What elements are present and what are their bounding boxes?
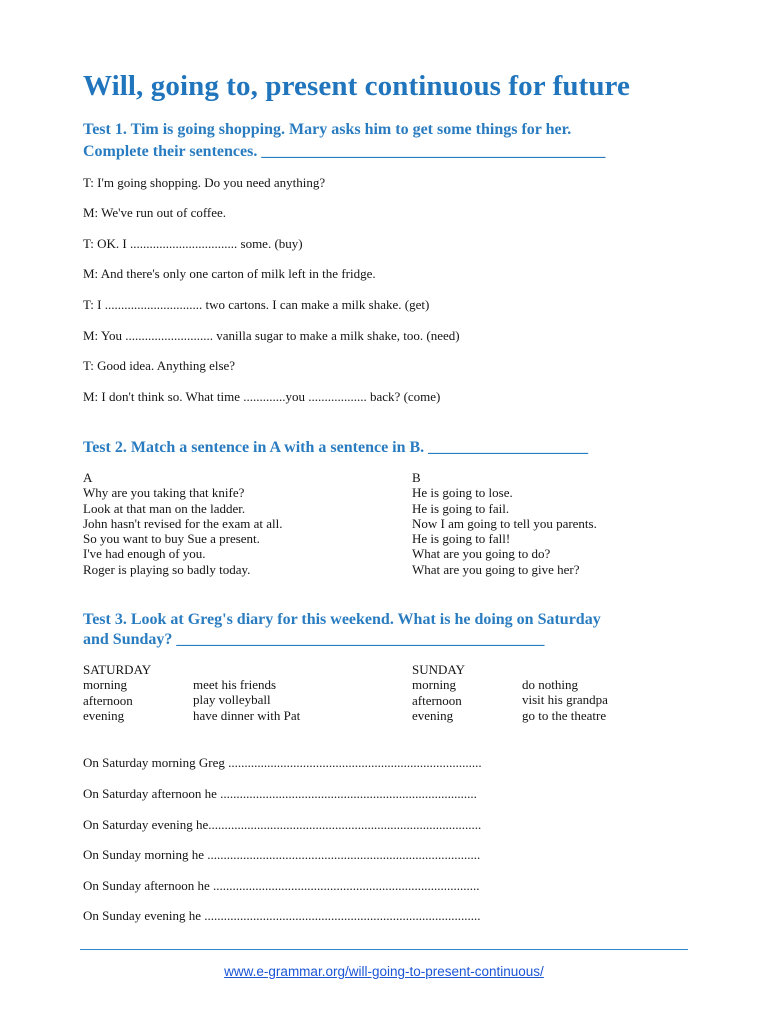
dialogue-line: M: You ........................... vanilla sugar to make a milk shake, too. (need) bbox=[83, 328, 460, 343]
list-item: What are you going to do? bbox=[412, 546, 551, 562]
list-item: So you want to buy Sue a present. bbox=[83, 531, 260, 547]
list-item: John hasn't revised for the exam at all. bbox=[83, 515, 283, 531]
test1-heading-line2: Complete their sentences. ___________________________________________ bbox=[83, 143, 606, 160]
footer bbox=[0, 964, 768, 979]
answer-line: On Saturday afternoon he ............................................................................... bbox=[83, 786, 477, 801]
dialogue-line: T: Good idea. Anything else? bbox=[83, 358, 236, 373]
time-label: morning bbox=[412, 677, 457, 693]
column-b bbox=[412, 470, 597, 577]
activity: visit his grandpa bbox=[522, 692, 608, 708]
answer-line: On Sunday morning he .................................................................................... bbox=[83, 847, 481, 862]
dialogue-line: T: OK. I ................................. some. (buy) bbox=[83, 236, 303, 251]
list-item: He is going to lose. bbox=[412, 485, 513, 501]
answer-line: On Saturday evening he.................................................................................... bbox=[83, 817, 482, 832]
saturday-activities bbox=[193, 677, 300, 723]
column-a bbox=[83, 470, 282, 577]
list-item: He is going to fall! bbox=[412, 531, 511, 547]
time-label: afternoon bbox=[83, 692, 133, 708]
column-a-label: A bbox=[83, 470, 93, 485]
sunday-label: SUNDAY bbox=[412, 662, 465, 677]
answer-line: On Sunday afternoon he .................................................................................. bbox=[83, 878, 480, 893]
list-item: Now I am going to tell you parents. bbox=[412, 515, 597, 531]
test1-heading-line1: Test 1. Tim is going shopping. Mary asks him to get some things for her. bbox=[83, 121, 572, 138]
dialogue-line: M: And there's only one carton of milk left in the fridge. bbox=[83, 266, 376, 281]
column-b-label: B bbox=[412, 470, 421, 485]
test3-heading-line2: and Sunday? ______________________________________________ bbox=[83, 631, 545, 648]
list-item: Look at that man on the ladder. bbox=[83, 500, 246, 516]
list-item: Roger is playing so badly today. bbox=[83, 561, 251, 577]
activity: play volleyball bbox=[193, 692, 271, 708]
activity: do nothing bbox=[522, 677, 578, 692]
sunday-times bbox=[412, 662, 465, 723]
sunday-activities bbox=[522, 677, 608, 723]
dialogue-line: T: I'm going shopping. Do you need anything? bbox=[83, 175, 326, 190]
activity: have dinner with Pat bbox=[193, 707, 301, 723]
list-item: He is going to fail. bbox=[412, 500, 510, 516]
list-item: I've had enough of you. bbox=[83, 546, 206, 562]
page-title: Will, going to, present continuous for future bbox=[83, 70, 630, 102]
activity: go to the theatre bbox=[522, 707, 607, 723]
activity: meet his friends bbox=[193, 677, 277, 692]
list-item: What are you going to give her? bbox=[412, 561, 580, 577]
footer-divider bbox=[80, 949, 688, 950]
time-label: morning bbox=[83, 677, 128, 693]
test3-heading-line1: Test 3. Look at Greg's diary for this weekend. What is he doing on Saturday bbox=[83, 611, 601, 628]
answer-line: On Saturday morning Greg .............................................................................. bbox=[83, 755, 482, 770]
saturday-label: SATURDAY bbox=[83, 662, 152, 677]
dialogue-line: M: I don't think so. What time .............you .................. back? (come) bbox=[83, 389, 441, 404]
list-item: Why are you taking that knife? bbox=[83, 485, 245, 501]
dialogue-line: T: I .............................. two cartons. I can make a milk shake. (get) bbox=[83, 297, 430, 312]
saturday-times bbox=[83, 662, 151, 723]
footer-link[interactable]: www.e-grammar.org/will-going-to-present-continuous/ bbox=[224, 964, 544, 979]
answer-line: On Sunday evening he ..................................................................................... bbox=[83, 908, 481, 923]
dialogue-line: M: We've run out of coffee. bbox=[83, 205, 227, 220]
time-label: afternoon bbox=[412, 692, 462, 708]
test2-heading: Test 2. Match a sentence in A with a sentence in B. ____________________ bbox=[83, 439, 589, 456]
time-label: evening bbox=[412, 707, 454, 723]
time-label: evening bbox=[83, 707, 125, 723]
